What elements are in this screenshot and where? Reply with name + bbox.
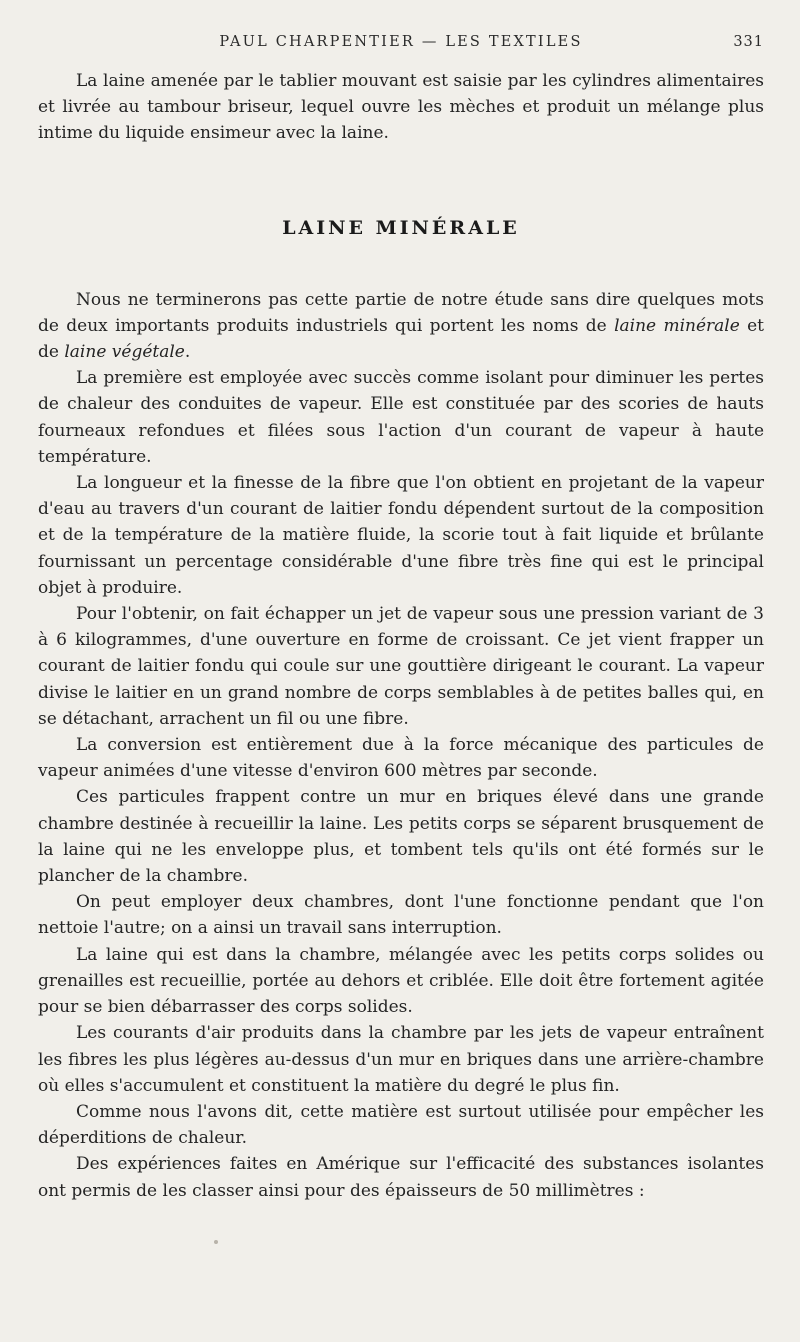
paragraph-1: [38, 287, 764, 366]
running-title: PAUL CHARPENTIER — LES TEXTILES: [219, 34, 583, 50]
running-header: [38, 32, 764, 56]
term-laine-vegetale: laine végétale: [64, 342, 185, 363]
paragraph-5: La conversion est entièrement due à la force mécanique des particules de vapeur animées d'une vitesse d'environ 600 mètres par seconde.: [38, 735, 764, 782]
section-title: LAINE MINÉRALE: [282, 216, 520, 239]
paper-speck: [214, 1240, 218, 1244]
paragraph-8: La laine qui est dans la chambre, mélangée avec les petits corps solides ou grenailles est recueillie, portée au dehors et criblée. Elle doit être fortement agitée pour se bien débarrasser des corps solides.: [38, 944, 764, 1018]
intro-paragraph: La laine amenée par le tablier mouvant est saisie par les cylindres alimentaires et livrée au tambour briseur, lequel ouvre les mèches et produit un mélange plus intime du liquide ensimeur avec la laine.: [38, 71, 764, 144]
term-laine-minerale: laine minérale: [614, 315, 740, 336]
paragraph-4: Pour l'obtenir, on fait échapper un jet de vapeur sous une pression variant de 3 à 6 kilogrammes, d'une ouverture en forme de croissant. Ce jet vient frapper un courant de laitier fondu qui coule sur une gouttière dirigeant le courant. La vapeur divise le laitier en un grand nombre de corps semblables à de petites balles qui, en se détachant, arrachent un fil ou une fibre.: [38, 604, 764, 729]
paragraph-7: On peut employer deux chambres, dont l'une fonctionne pendant que l'on nettoie l'autre; on a ainsi un travail sans interruption.: [38, 892, 764, 939]
page-number: 331: [733, 34, 764, 50]
paragraph-2: La première est employée avec succès comme isolant pour diminuer les pertes de chaleur des conduites de vapeur. Elle est constituée par des scories de hauts fourneaux refondues et filées sous l'action d'un courant de vapeur à haute température.: [38, 368, 764, 467]
paragraph-3: La longueur et la finesse de la fibre que l'on obtient en projetant de la vapeur d'eau au travers d'un courant de laitier fondu dépendent surtout de la composition et de la température de la matière fluide, la scorie tout à fait liquide et brûlante fournissant un percentage considérable d'une fibre très fine qui est le principal objet à produire.: [38, 473, 764, 598]
paragraph-1-end: .: [184, 342, 191, 363]
paragraph-1-start: Nous ne terminerons pas cette partie de notre étude sans dire quelques mots de deux importants produits industriels qui portent les noms de: [38, 289, 764, 336]
paragraph-11: Des expériences faites en Amérique sur l'efficacité des substances isolantes ont permis de les classer ainsi pour des épaisseurs de 50 millimètres :: [38, 1154, 764, 1201]
paragraph-10: Comme nous l'avons dit, cette matière est surtout utilisée pour empêcher les déperditions de chaleur.: [38, 1101, 764, 1149]
paragraph-6: Ces particules frappent contre un mur en briques élevé dans une grande chambre destinée à recueillir la laine. Les petits corps se séparent brusquement de la laine qui ne les enveloppe plus, et tombent tels qu'ils ont été formés sur le plancher de la chambre.: [38, 787, 764, 887]
paragraph-9: Les courants d'air produits dans la chambre par les jets de vapeur entraînent les fibres les plus légères au-dessus d'un mur en briques dans une arrière-chambre où elles s'accumulent et constituent la matière du degré le plus fin.: [38, 1023, 764, 1096]
paragraph-1-middle: et de: [38, 315, 765, 363]
